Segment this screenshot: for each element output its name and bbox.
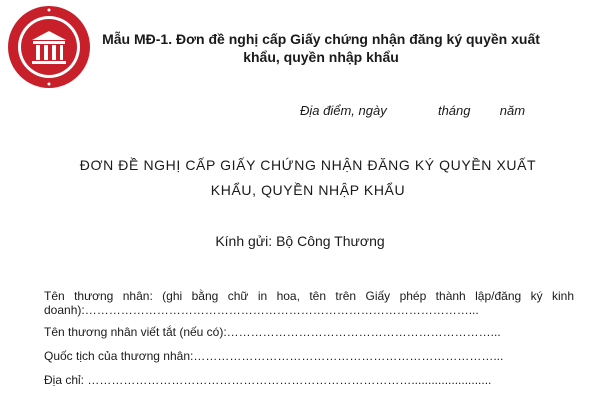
form-title-line-1: ĐƠN ĐỀ NGHỊ CẤP GIẤY CHỨNG NHẬN ĐĂNG KÝ QUYỀN XUẤT [79, 157, 537, 173]
form-title-line-2: KHẨU, QUYỀN NHẬP KHẨU [210, 182, 406, 198]
law-library-seal-icon [6, 4, 92, 90]
place-date-line [300, 103, 590, 118]
recipient-line: Kính gửi: Bộ Công Thương [215, 233, 385, 249]
place-date-label: Địa điểm, ngày [300, 103, 387, 118]
month-label: tháng [437, 103, 471, 118]
form-fields [44, 289, 574, 397]
address-field: Địa chỉ: ………………………………………………………………………........................ [44, 373, 492, 387]
nationality-field: Quốc tịch của thương nhân:…………………………………………………………………... [44, 349, 504, 363]
merchant-name-field [44, 289, 574, 317]
form-code-title: Mẫu MĐ-1. Đơn đề nghị cấp Giấy chứng nhận đăng ký quyền xuất khẩu, quyền nhập khẩu [102, 31, 540, 65]
merchant-abbrev-field: Tên thương nhân viết tắt (nếu có):…………………………………………………………... [44, 325, 501, 339]
form-title [48, 153, 568, 203]
merchant-name-fill-line: doanh):……………………………………………………………………………………... [44, 303, 479, 317]
year-label: năm [499, 103, 526, 118]
law-library-logo [6, 4, 92, 90]
merchant-name-label: Tên thương nhân: (ghi bằng chữ in hoa, tên trên Giấy phép thành lập/đăng ký kinh [44, 289, 574, 303]
